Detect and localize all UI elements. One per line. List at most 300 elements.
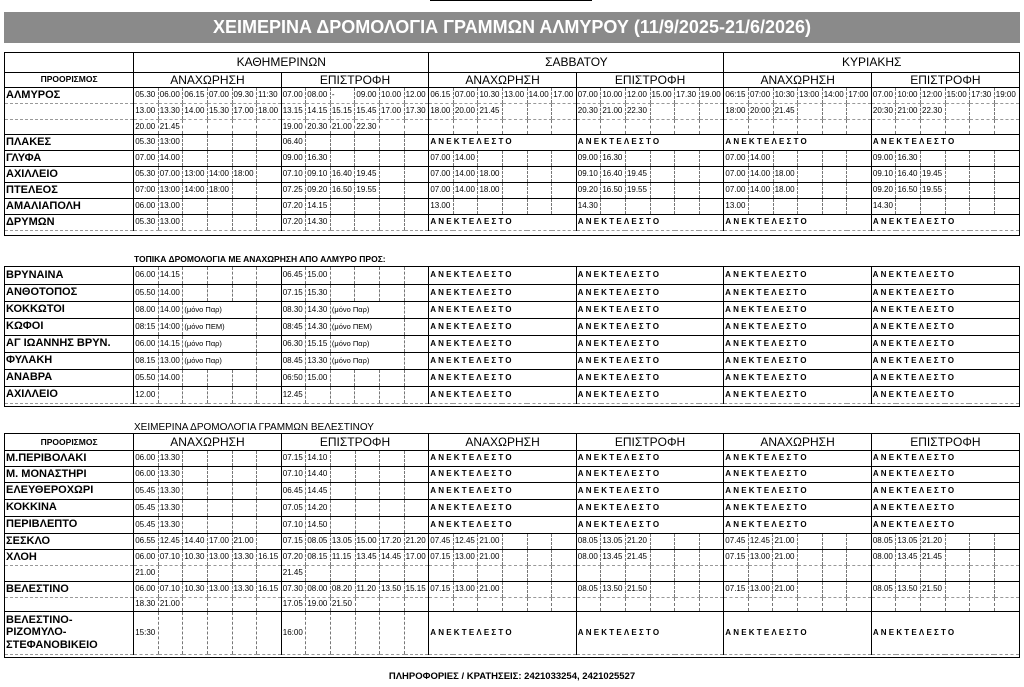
time-cell bbox=[429, 565, 454, 581]
time-cell bbox=[232, 369, 257, 386]
day-header-spacer bbox=[5, 52, 134, 72]
time-cell: 18.00 bbox=[478, 182, 503, 198]
time-cell: 20.00 bbox=[453, 103, 478, 119]
return-header: ΕΠΙΣΤΡΟΦΗ bbox=[281, 72, 429, 87]
time-cell bbox=[257, 301, 282, 318]
not-operated-cell: ΑΝΕΚΤΕΛΕΣΤΟ bbox=[429, 301, 576, 318]
time-cell: 21.20 bbox=[404, 533, 429, 549]
time-cell bbox=[380, 466, 405, 482]
table-row bbox=[5, 533, 1019, 549]
time-cell: (μόνο Παρ) bbox=[330, 335, 404, 352]
time-cell bbox=[822, 581, 847, 597]
time-cell bbox=[749, 198, 774, 214]
time-cell bbox=[699, 597, 724, 611]
time-cell: 20:30 bbox=[871, 103, 896, 119]
time-cell: 10.00 bbox=[601, 87, 626, 103]
table-row bbox=[5, 369, 1019, 386]
time-cell bbox=[896, 565, 921, 581]
destination-name: ΑΧΙΛΛΕΙΟ bbox=[5, 166, 134, 182]
time-cell bbox=[478, 150, 503, 166]
time-cell: 13.50 bbox=[601, 581, 626, 597]
destination-name: ΧΛΟΗ bbox=[5, 549, 134, 565]
not-operated-cell: ΑΝΕΚΤΕΛΕΣΤΟ bbox=[871, 611, 1019, 654]
time-cell: 20.30 bbox=[306, 119, 331, 134]
time-cell bbox=[847, 150, 872, 166]
time-cell: 16.40 bbox=[601, 166, 626, 182]
not-operated-cell: ΑΝΕΚΤΕΛΕΣΤΟ bbox=[724, 318, 871, 335]
time-cell: 06.00 bbox=[134, 549, 159, 565]
time-cell bbox=[257, 335, 282, 352]
not-operated-cell: ΑΝΕΚΤΕΛΕΣΤΟ bbox=[429, 482, 577, 499]
time-cell: 06.00 bbox=[158, 87, 183, 103]
time-cell bbox=[871, 119, 896, 134]
time-cell: 07.00 bbox=[207, 87, 232, 103]
time-cell bbox=[330, 516, 355, 533]
time-cell bbox=[527, 103, 552, 119]
time-cell bbox=[207, 119, 232, 134]
time-cell: 21.20 bbox=[920, 533, 945, 549]
time-cell bbox=[404, 150, 429, 166]
destination-name: ΚΩΦΟΙ bbox=[5, 318, 134, 335]
time-cell: 13:00 bbox=[158, 182, 183, 198]
time-cell: 17.30 bbox=[675, 87, 700, 103]
time-cell bbox=[798, 565, 823, 581]
time-cell: 07.05 bbox=[281, 499, 306, 516]
not-operated-cell: ΑΝΕΚΤΕΛΕΣΤΟ bbox=[429, 369, 576, 386]
time-cell bbox=[404, 214, 429, 230]
not-operated-cell: ΑΝΕΚΤΕΛΕΣΤΟ bbox=[576, 386, 723, 403]
time-cell: 14.00 bbox=[158, 301, 183, 318]
time-cell: 07.20 bbox=[281, 198, 306, 214]
time-cell bbox=[404, 182, 429, 198]
time-cell bbox=[257, 516, 282, 533]
time-cell bbox=[355, 134, 380, 150]
time-cell: 05.50 bbox=[134, 369, 159, 386]
time-cell bbox=[330, 450, 355, 466]
time-cell bbox=[675, 150, 700, 166]
time-cell bbox=[650, 581, 675, 597]
time-cell bbox=[552, 565, 577, 581]
time-cell bbox=[380, 166, 405, 182]
table-row bbox=[5, 549, 1019, 565]
time-cell bbox=[232, 516, 257, 533]
not-operated-cell: ΑΝΕΚΤΕΛΕΣΤΟ bbox=[871, 369, 1019, 386]
time-cell bbox=[404, 499, 429, 516]
time-cell bbox=[675, 166, 700, 182]
time-cell bbox=[404, 369, 429, 386]
time-cell: 08.05 bbox=[871, 533, 896, 549]
time-cell: 07.00 bbox=[724, 166, 749, 182]
time-cell: 12.45 bbox=[453, 533, 478, 549]
time-cell: 07.25 bbox=[281, 182, 306, 198]
time-cell bbox=[847, 533, 872, 549]
time-cell: 06.00 bbox=[134, 198, 159, 214]
time-cell: 05.30 bbox=[134, 166, 159, 182]
not-operated-cell: ΑΝΕΚΤΕΛΕΣΤΟ bbox=[576, 352, 723, 369]
time-cell: 15:30 bbox=[134, 611, 159, 654]
time-cell bbox=[552, 166, 577, 182]
time-cell: 21.00 bbox=[478, 549, 503, 565]
not-operated-cell: ΑΝΕΚΤΕΛΕΣΤΟ bbox=[429, 214, 576, 230]
time-cell: 14.45 bbox=[306, 482, 331, 499]
time-cell bbox=[207, 150, 232, 166]
time-cell: 14.00 bbox=[453, 166, 478, 182]
time-cell: 14.00 bbox=[527, 87, 552, 103]
time-cell: 10:30 bbox=[773, 87, 798, 103]
time-cell bbox=[699, 182, 724, 198]
time-cell: 08.00 bbox=[134, 301, 159, 318]
destination-name: ΔΡΥΜΩΝ bbox=[5, 214, 134, 230]
table-row bbox=[5, 182, 1019, 198]
time-cell bbox=[257, 466, 282, 482]
time-cell: 17.00 bbox=[552, 87, 577, 103]
time-cell bbox=[822, 150, 847, 166]
not-operated-cell: ΑΝΕΚΤΕΛΕΣΤΟ bbox=[871, 516, 1019, 533]
time-cell: 13.00 bbox=[429, 198, 454, 214]
time-cell bbox=[773, 198, 798, 214]
time-cell bbox=[527, 549, 552, 565]
time-cell: 07.10 bbox=[281, 166, 306, 182]
time-cell: 14.45 bbox=[380, 549, 405, 565]
time-cell bbox=[207, 597, 232, 611]
time-cell: 15.00 bbox=[306, 267, 331, 284]
departure-header: ΑΝΑΧΩΡΗΣΗ bbox=[724, 434, 872, 450]
return-header: ΕΠΙΣΤΡΟΦΗ bbox=[576, 72, 724, 87]
day-header-weekday: ΚΑΘΗΜΕΡΙΝΩΝ bbox=[134, 52, 429, 72]
time-cell bbox=[576, 597, 601, 611]
not-operated-cell: ΑΝΕΚΤΕΛΕΣΤΟ bbox=[724, 214, 871, 230]
time-cell: 21.00 bbox=[134, 565, 159, 581]
time-cell bbox=[306, 565, 331, 581]
time-cell bbox=[453, 119, 478, 134]
time-cell bbox=[945, 597, 970, 611]
time-cell: 08.30 bbox=[281, 301, 306, 318]
time-cell bbox=[970, 166, 995, 182]
destination-name: ΑΧΙΛΛΕΙΟ bbox=[5, 386, 134, 403]
time-cell bbox=[404, 482, 429, 499]
time-cell: 18:00 bbox=[207, 182, 232, 198]
time-cell: 07:00 bbox=[749, 87, 774, 103]
time-cell bbox=[207, 482, 232, 499]
time-cell bbox=[699, 103, 724, 119]
time-cell: 14.00 bbox=[453, 150, 478, 166]
departure-header: ΑΝΑΧΩΡΗΣΗ bbox=[429, 72, 576, 87]
time-cell: 15.00 bbox=[306, 369, 331, 386]
time-cell: 13.00 bbox=[453, 549, 478, 565]
time-cell: 13.50 bbox=[380, 581, 405, 597]
time-cell: 19:00 bbox=[994, 87, 1019, 103]
time-cell bbox=[429, 597, 454, 611]
time-cell: 05.45 bbox=[134, 499, 159, 516]
table-row bbox=[5, 565, 1019, 581]
table-row bbox=[5, 482, 1019, 499]
not-operated-cell: ΑΝΕΚΤΕΛΕΣΤΟ bbox=[871, 284, 1019, 301]
time-cell bbox=[380, 267, 405, 284]
not-operated-cell: ΑΝΕΚΤΕΛΕΣΤΟ bbox=[429, 335, 576, 352]
time-cell bbox=[232, 466, 257, 482]
time-cell bbox=[257, 352, 282, 369]
time-cell bbox=[503, 182, 528, 198]
not-operated-cell: ΑΝΕΚΤΕΛΕΣΤΟ bbox=[429, 352, 576, 369]
time-cell: 13:00 bbox=[183, 166, 208, 182]
time-cell: 09.00 bbox=[576, 150, 601, 166]
table-row bbox=[5, 318, 1019, 335]
time-cell: 08.00 bbox=[306, 581, 331, 597]
time-cell bbox=[404, 466, 429, 482]
time-cell bbox=[798, 103, 823, 119]
destination-name: Μ.ΠΕΡΙΒΟΛΑΚΙ bbox=[5, 450, 134, 466]
time-cell bbox=[257, 597, 282, 611]
not-operated-cell: ΑΝΕΚΤΕΛΕΣΤΟ bbox=[724, 301, 871, 318]
time-cell bbox=[404, 335, 429, 352]
time-cell: 06.30 bbox=[281, 335, 306, 352]
time-cell: 08.00 bbox=[306, 87, 331, 103]
time-cell: 10.00 bbox=[380, 87, 405, 103]
time-cell: 13.45 bbox=[355, 549, 380, 565]
time-cell: 06.00 bbox=[134, 450, 159, 466]
not-operated-cell: ΑΝΕΚΤΕΛΕΣΤΟ bbox=[429, 284, 576, 301]
time-cell bbox=[945, 549, 970, 565]
time-cell: 17.00 bbox=[404, 549, 429, 565]
time-cell: 07.45 bbox=[724, 533, 749, 549]
time-cell bbox=[945, 119, 970, 134]
time-cell: 18.30 bbox=[134, 597, 159, 611]
time-cell bbox=[748, 565, 773, 581]
time-cell bbox=[625, 597, 650, 611]
time-cell bbox=[330, 611, 355, 654]
time-cell bbox=[183, 499, 208, 516]
time-cell: 09.00 bbox=[871, 150, 896, 166]
time-cell bbox=[380, 369, 405, 386]
not-operated-cell: ΑΝΕΚΤΕΛΕΣΤΟ bbox=[576, 301, 723, 318]
time-cell: 20.30 bbox=[576, 103, 601, 119]
time-cell bbox=[970, 565, 995, 581]
time-cell bbox=[994, 597, 1019, 611]
time-cell bbox=[232, 499, 257, 516]
time-cell: 08:15 bbox=[134, 318, 159, 335]
time-cell bbox=[257, 611, 282, 654]
time-cell: 10.30 bbox=[183, 581, 208, 597]
time-cell bbox=[945, 565, 970, 581]
time-cell bbox=[552, 549, 577, 565]
time-cell bbox=[404, 284, 429, 301]
time-cell bbox=[257, 499, 282, 516]
time-cell: 14.15 bbox=[158, 335, 183, 352]
destination-name: ΓΛΥΦΑ bbox=[5, 150, 134, 166]
time-cell: 07.15 bbox=[281, 284, 306, 301]
time-cell bbox=[699, 166, 724, 182]
time-cell: 14.30 bbox=[576, 198, 601, 214]
time-cell bbox=[847, 166, 872, 182]
time-cell: 08.15 bbox=[134, 352, 159, 369]
time-cell bbox=[232, 482, 257, 499]
table-row bbox=[5, 119, 1019, 134]
time-cell: 17:30 bbox=[970, 87, 995, 103]
time-cell bbox=[257, 284, 282, 301]
time-cell bbox=[625, 565, 650, 581]
time-cell bbox=[355, 198, 380, 214]
time-cell bbox=[920, 597, 945, 611]
time-cell bbox=[601, 565, 626, 581]
time-cell: 06.00 bbox=[134, 581, 159, 597]
time-cell: 19.55 bbox=[355, 182, 380, 198]
time-cell bbox=[404, 166, 429, 182]
time-cell bbox=[330, 565, 355, 581]
time-cell bbox=[503, 103, 528, 119]
time-cell: 07.15 bbox=[724, 581, 749, 597]
time-cell bbox=[380, 386, 405, 403]
time-cell: 06.45 bbox=[281, 482, 306, 499]
time-cell bbox=[183, 134, 208, 150]
destination-name bbox=[5, 565, 134, 581]
time-cell: 11:30 bbox=[257, 87, 282, 103]
time-cell bbox=[478, 565, 503, 581]
table-row bbox=[5, 198, 1019, 214]
time-cell: 16.40 bbox=[896, 166, 921, 182]
time-cell: 06.00 bbox=[134, 335, 159, 352]
time-cell: 07.10 bbox=[158, 549, 183, 565]
time-cell bbox=[847, 182, 872, 198]
time-cell bbox=[970, 103, 995, 119]
time-cell: 06.15 bbox=[429, 87, 454, 103]
time-cell bbox=[527, 198, 552, 214]
time-cell bbox=[970, 597, 995, 611]
time-cell: 13.05 bbox=[896, 533, 921, 549]
time-cell: 07.15 bbox=[429, 549, 454, 565]
time-cell: 12.45 bbox=[748, 533, 773, 549]
not-operated-cell: ΑΝΕΚΤΕΛΕΣΤΟ bbox=[724, 386, 871, 403]
time-cell bbox=[355, 369, 380, 386]
time-cell: 19.45 bbox=[921, 166, 946, 182]
time-cell bbox=[699, 150, 724, 166]
time-cell: 13.30 bbox=[232, 581, 257, 597]
time-cell bbox=[404, 597, 429, 611]
not-operated-cell: ΑΝΕΚΤΕΛΕΣΤΟ bbox=[724, 352, 871, 369]
time-cell bbox=[822, 565, 847, 581]
not-operated-cell: ΑΝΕΚΤΕΛΕΣΤΟ bbox=[724, 499, 872, 516]
time-cell bbox=[945, 533, 970, 549]
time-cell: 16.50 bbox=[896, 182, 921, 198]
time-cell bbox=[921, 198, 946, 214]
time-cell: 21.50 bbox=[625, 581, 650, 597]
time-cell bbox=[380, 597, 405, 611]
time-cell bbox=[355, 267, 380, 284]
time-cell: 10.30 bbox=[183, 549, 208, 565]
time-cell: 18.00 bbox=[429, 103, 454, 119]
time-cell: 08.00 bbox=[871, 549, 896, 565]
time-cell bbox=[601, 597, 626, 611]
time-cell: 06.45 bbox=[281, 267, 306, 284]
destination-name: ΑΓ ΙΩΑΝΝΗΣ ΒΡΥΝ. bbox=[5, 335, 134, 352]
time-cell: 14:00 bbox=[207, 166, 232, 182]
time-cell bbox=[355, 565, 380, 581]
time-cell bbox=[355, 450, 380, 466]
time-cell bbox=[552, 182, 577, 198]
time-cell: 21.00 bbox=[773, 549, 798, 565]
time-cell bbox=[257, 450, 282, 466]
departure-header: ΑΝΑΧΩΡΗΣΗ bbox=[724, 72, 871, 87]
not-operated-cell: ΑΝΕΚΤΕΛΕΣΤΟ bbox=[871, 267, 1019, 284]
top-rule bbox=[430, 0, 592, 1]
time-cell: 13.30 bbox=[158, 103, 183, 119]
time-cell bbox=[404, 611, 429, 654]
time-cell bbox=[945, 198, 970, 214]
not-operated-cell: ΑΝΕΚΤΕΛΕΣΤΟ bbox=[871, 466, 1019, 482]
time-cell bbox=[699, 581, 724, 597]
time-cell bbox=[503, 565, 528, 581]
time-cell bbox=[380, 565, 405, 581]
time-cell bbox=[330, 198, 355, 214]
time-cell: 21.45 bbox=[773, 103, 798, 119]
time-cell: 08.45 bbox=[281, 352, 306, 369]
time-cell bbox=[503, 533, 528, 549]
time-cell: 14.10 bbox=[306, 450, 331, 466]
not-operated-cell: ΑΝΕΚΤΕΛΕΣΤΟ bbox=[724, 267, 871, 284]
time-cell: 15.30 bbox=[207, 103, 232, 119]
time-cell bbox=[183, 466, 208, 482]
local-schedule-table bbox=[5, 267, 1019, 404]
time-cell bbox=[920, 565, 945, 581]
time-cell: (μόνο Παρ) bbox=[183, 352, 257, 369]
time-cell: 14.00 bbox=[749, 166, 774, 182]
time-cell bbox=[257, 150, 282, 166]
time-cell bbox=[330, 386, 355, 403]
time-cell bbox=[453, 565, 478, 581]
time-cell bbox=[306, 611, 331, 654]
time-cell bbox=[970, 150, 995, 166]
time-cell: (μόνο Παρ) bbox=[183, 335, 257, 352]
time-cell bbox=[552, 198, 577, 214]
time-cell bbox=[552, 581, 577, 597]
time-cell bbox=[552, 103, 577, 119]
not-operated-cell: ΑΝΕΚΤΕΛΕΣΤΟ bbox=[724, 611, 872, 654]
time-cell bbox=[921, 150, 946, 166]
table-row bbox=[5, 284, 1019, 301]
time-cell bbox=[699, 549, 724, 565]
time-cell: 22.30 bbox=[625, 103, 650, 119]
time-cell: 13.00 bbox=[748, 581, 773, 597]
time-cell bbox=[183, 597, 208, 611]
not-operated-cell: ΑΝΕΚΤΕΛΕΣΤΟ bbox=[871, 335, 1019, 352]
destination-name: ΒΕΛΕΣΤΙΝΟ bbox=[5, 581, 134, 597]
time-cell bbox=[527, 581, 552, 597]
time-cell bbox=[822, 182, 847, 198]
time-cell bbox=[650, 597, 675, 611]
time-cell: 08.20 bbox=[330, 581, 355, 597]
time-cell bbox=[330, 150, 355, 166]
time-cell bbox=[527, 533, 552, 549]
time-cell: 19.00 bbox=[699, 87, 724, 103]
not-operated-cell: ΑΝΕΚΤΕΛΕΣΤΟ bbox=[429, 450, 577, 466]
time-cell: 12.00 bbox=[134, 386, 159, 403]
time-cell bbox=[404, 565, 429, 581]
time-cell bbox=[503, 150, 528, 166]
time-cell bbox=[798, 166, 823, 182]
time-cell: 18:00 bbox=[232, 166, 257, 182]
time-cell bbox=[798, 549, 823, 565]
time-cell bbox=[355, 482, 380, 499]
time-cell: 14.30 bbox=[306, 301, 331, 318]
not-operated-cell: ΑΝΕΚΤΕΛΕΣΤΟ bbox=[871, 450, 1019, 466]
time-cell: 21:00 bbox=[896, 103, 921, 119]
time-cell: 06.00 bbox=[134, 267, 159, 284]
time-cell bbox=[355, 386, 380, 403]
time-cell bbox=[380, 482, 405, 499]
time-cell: 21.45 bbox=[625, 549, 650, 565]
time-cell bbox=[527, 597, 552, 611]
time-cell: 13.00 bbox=[724, 198, 749, 214]
time-cell: 16.30 bbox=[896, 150, 921, 166]
